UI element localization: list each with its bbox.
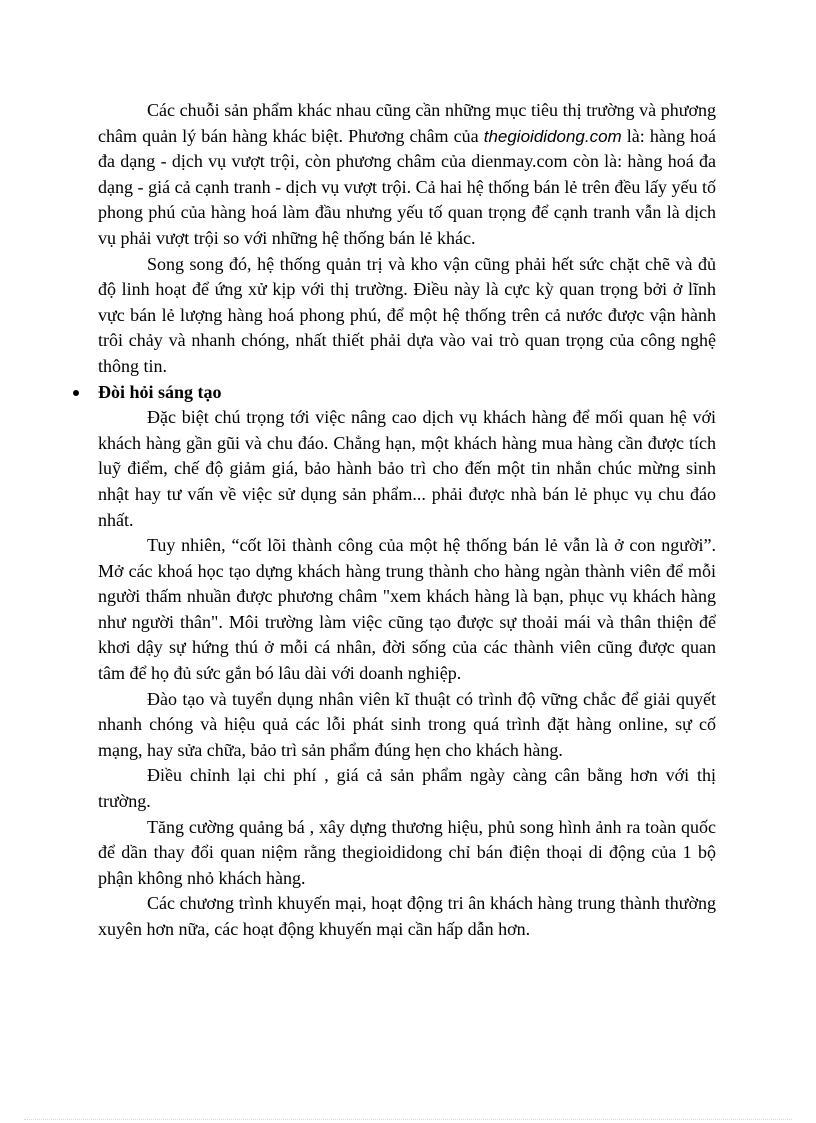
paragraph-pricing: Điều chỉnh lại chi phí , giá cả sản phẩm ngày càng cân bằng hơn với thị trường. <box>98 765 716 812</box>
paragraph-promotions: Các chương trình khuyến mại, hoạt động tri ân khách hàng trung thành thường xuyên hơn nữa, các hoạt động khuyến mại cần hấp dẫn hơn. <box>98 893 716 939</box>
bullet-item <box>98 380 716 406</box>
paragraph-retail-strategy <box>98 98 716 252</box>
paragraph-customer-service: Đặc biệt chú trọng tới việc nâng cao dịch vụ khách hàng để mối quan hệ với khách hàng gần gũi và chu đáo. Chẳng hạn, một khách hàng mua hàng cần được tích luỹ điểm, chế độ giảm giá, bảo hành bảo trì cho đến một tin nhắn chúc mừng sinh nhật hay tư vấn về việc sử dụng sản phẩm... phải được nhà bán lẻ phục vụ chu đáo nhất. <box>98 407 716 530</box>
section-heading: Đòi hỏi sáng tạo <box>98 381 222 402</box>
paragraph-text: là: hàng hoá đa dạng - dịch vụ vượt trội, còn phương châm của dienmay.com còn là: hàng hoá đa dạng - giá cả cạnh tranh - dịch vụ vượt trội. Cả hai hệ thống bán lẻ trên đều lấy yếu tố phong phú của hàng hoá làm đầu nhưng yếu tố quan trọng để cạnh tranh vẫn là dịch vụ phải vượt trội so với những hệ thống bán lẻ khác. <box>98 125 716 248</box>
paragraph-text: Các chuỗi sản phẩm khác nhau cũng cần những mục tiêu thị trường và phương châm quản lý bán hàng khác biệt. Phương châm của <box>98 100 716 146</box>
brand-term: thegioididong.com <box>483 126 622 146</box>
paragraph-technical-staff: Đào tạo và tuyển dụng nhân viên kĩ thuật có trình độ vững chắc để giải quyết nhanh chóng và hiệu quả các lỗi phát sinh trong quá trình đặt hàng online, sự cố mạng, hay sửa chữa, bảo trì sản phẩm đúng hẹn cho khách hàng. <box>98 688 716 760</box>
page-bottom-divider <box>24 1119 792 1120</box>
document-body <box>98 98 716 943</box>
bullet-icon <box>73 390 79 396</box>
paragraph-people: Tuy nhiên, “cốt lõi thành công của một hệ thống bán lẻ vẫn là ở con người”. Mở các khoá học tạo dựng khách hàng trung thành cho hàng ngàn thành viên để mỗi người thấm nhuần được phương châm "xem khách hàng là bạn, phục vụ khách hàng như người thân". Môi trường làm việc cũng tạo được sự thoải mái và thân thiện để khơi dậy sự hứng thú ở mỗi cá nhân, đời sống của các thành viên cũng được quan tâm để họ đủ sức gắn bó lâu dài với doanh nghiệp. <box>98 535 716 684</box>
paragraph-branding: Tăng cường quảng bá , xây dựng thương hiệu, phủ song hình ảnh ra toàn quốc để dần thay đổi quan niệm rằng thegioididong chỉ bán điện thoại di động của 1 bộ phận không nhỏ khách hàng. <box>98 816 716 888</box>
paragraph-logistics: Song song đó, hệ thống quản trị và kho vận cũng phải hết sức chặt chẽ và đủ độ linh hoạt để ứng xử kịp với thị trường. Điều này là cực kỳ quan trọng bởi ở lĩnh vực bán lẻ lượng hàng hoá phong phú, để một hệ thống trên cả nước được vận hành trôi chảy và nhanh chóng, nhất thiết phải dựa vào vai trò quan trọng của công nghệ thông tin. <box>98 253 716 376</box>
